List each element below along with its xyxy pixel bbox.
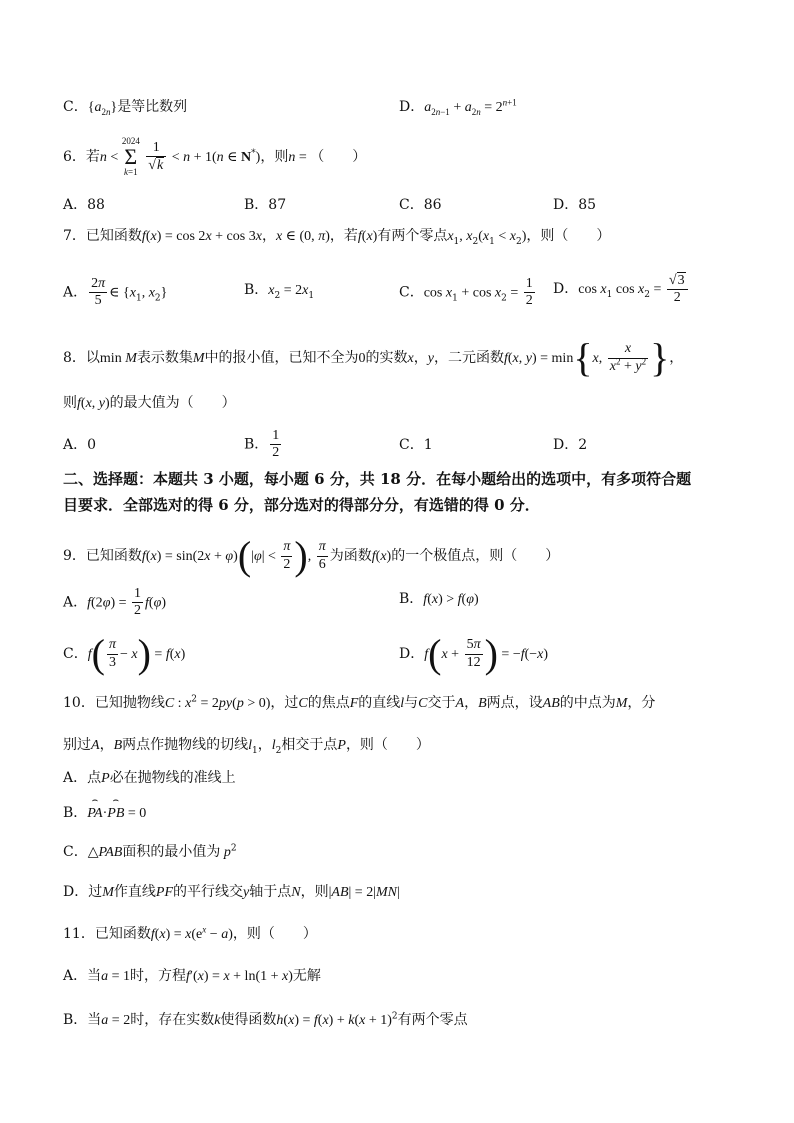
q10-option-d-t2: 作直线 — [113, 884, 156, 900]
q10-option-c-label: C． — [63, 844, 88, 860]
q10-option-d-t5: ，则 — [300, 884, 329, 900]
q9-option-d: D．f(x + $\frac{5\pi}{12}$ ) = −f(−x) — [399, 631, 549, 676]
q8-line2: 则f(x, y)的最大值为（ ） — [63, 395, 236, 411]
q10-option-d-t3: 的平行线交 — [173, 884, 244, 900]
q7-option-a: A． $\frac{2\pi}{5}$ ∈ {$x_1$, $x_2$} — [63, 276, 168, 309]
q7-stem: 7．已知函数f(x) = cos 2x + cos 3x，x ∈ (0, π)，若f(x)有两个零点$x_1$, $x_2(x_1 < x_2)$，则（ ） — [63, 228, 611, 247]
q7-option-c-label: C． — [399, 284, 424, 301]
q7-tail: ，则（ ） — [526, 228, 611, 244]
q8-option-b-label: B． — [244, 436, 269, 453]
q6-num: 6．若 — [63, 149, 100, 165]
q6-option-c: C．86 — [399, 197, 442, 213]
q9-num: 9．已知函数 — [63, 548, 142, 564]
q10-t4: 与 — [404, 695, 419, 711]
q11-option-b-t3: 使得函数 — [220, 1012, 277, 1028]
q10-t7: 的中点为 — [559, 695, 616, 711]
q9-option-a-label: A． — [63, 594, 88, 611]
sum-symbol: 2024 Σ k=1 — [121, 136, 140, 177]
q10-option-c: C．△PAB面积的最小值为 $p^2$ — [63, 843, 237, 860]
q5-option-c-text: 是等比数列 — [117, 99, 188, 115]
q8-t2: 中的报小值，已知不全为 — [204, 350, 359, 366]
q11-stem: 11．已知函数$f(x) = x(e^x - a)$，则（ ） — [63, 924, 317, 942]
q10-option-d-t4: 轴于点 — [249, 884, 292, 900]
q8-stem: 8．以min M表示数集M中的报小值，已知不全为0的实数x，y，二元函数f(x, y) = min{x, $\frac{x}{x^2 + y^2}$ }， — [63, 335, 684, 380]
q8-option-b: B． $\frac{1}{2}$ — [244, 428, 280, 461]
q9-option-a: A．f(2φ) = $\frac{1}{2}$ f(φ) — [63, 586, 166, 619]
q7-option-d: D．$\cos x_1$ $\cos x_2$ = $\frac{√3}{2}$ — [553, 272, 690, 306]
q8-line2b: 的最大值为（ ） — [109, 395, 236, 411]
q10-line2b: 两点作抛物线的切线 — [122, 737, 249, 753]
q9-option-b: B．f(x) > f(φ) — [399, 591, 479, 607]
q11-tail: ，则（ ） — [232, 926, 317, 942]
q10-t2: 的焦点 — [307, 695, 350, 711]
q7-num: 7．已知函数 — [63, 228, 142, 244]
q7-option-c: C．$\cos x_1 + \cos x_2$ = $\frac{1}{2}$ — [399, 276, 533, 309]
q10-line2: 别过A，B两点作抛物线的切线$l_1$，$l_2$相交于点P，则（ ） — [63, 737, 430, 756]
q8-t3: 的实数 — [365, 350, 408, 366]
q11-option-a-t2: 时，方程 — [130, 968, 187, 984]
q6-option-b: B．87 — [244, 197, 287, 213]
q11-num: 11．已知函数 — [63, 926, 151, 942]
q11-option-a: A．当a = 1时，方程f′(x) = x + ln(1 + x)无解 — [63, 968, 321, 984]
q10-stem: 10．已知抛物线C : $x^2 = 2py(p > 0)$，过C的焦点F的直线l与C交于A，B两点，设AB的中点为M，分 — [63, 694, 656, 711]
q6-option-a: A．88 — [63, 197, 105, 213]
q10-line2d: 相交于点 — [281, 737, 338, 753]
section2-heading-line1: 二、选择题：本题共 3 小题，每小题 6 分，共 18 分．在每小题给出的选项中，有多项符合题 — [63, 470, 692, 488]
q6-tail: ，则 — [260, 149, 289, 165]
q7-mid2: ，若 — [329, 228, 358, 244]
q7-option-b: B．$x_2 = 2x_1$ — [244, 282, 315, 301]
q8-line2a: 则 — [63, 395, 77, 411]
q10-t6: 两点，设 — [486, 695, 543, 711]
q10-option-b-label: B． — [63, 805, 88, 821]
q10-option-a-label: A．点 — [63, 770, 102, 786]
section2-heading-line2: 目要求．全部选对的得 6 分，部分选对的得部分分，有选错的得 0 分． — [63, 496, 540, 514]
q9-stem: 9．已知函数f(x) = sin(2x + φ)(|φ| < $\frac{\pi}{2}$ ), $\frac{\pi}{6}$ 为函数f(x)的一个极值点，则（ ） — [63, 533, 560, 578]
q10-option-b: B．⌢ PA·⌢ PB = 0 — [63, 806, 146, 821]
q8-t1: 表示数集 — [136, 350, 193, 366]
q9-t1: 为函数 — [329, 548, 372, 564]
q10-option-a: A．点P必在抛物线的准线上 — [63, 770, 236, 786]
q7-mid3: 有两个零点 — [377, 228, 448, 244]
q10-option-c-text: 面积的最小值为 — [122, 844, 221, 860]
q10-option-d: D．过M作直线PF的平行线交y轴于点N，则|AB| = 2|MN| — [63, 884, 400, 900]
q10-option-a-text: 必在抛物线的准线上 — [109, 770, 236, 786]
q10-line2e: ，则（ ） — [345, 737, 430, 753]
q5-option-d: D．$a_{2n-1} + a_{2n} = 2^{n+1}$ — [399, 97, 517, 117]
q7-sep: ， — [261, 228, 276, 244]
q7-option-b-label: B． — [244, 282, 269, 298]
q10-t3: 的直线 — [358, 695, 401, 711]
q10-num: 10．已知抛物线 — [63, 695, 165, 711]
q7-option-d-label: D． — [553, 281, 579, 298]
q5-option-c-label: C． — [63, 99, 88, 115]
q11-option-a-label: A．当 — [63, 968, 102, 984]
q8-option-a: A．0 — [63, 437, 97, 453]
q11-option-a-t3: 无解 — [292, 968, 321, 984]
q9-option-c-label: C． — [63, 646, 88, 662]
q5-option-d-label: D． — [399, 99, 425, 115]
q8-option-c: C．1 — [399, 437, 433, 453]
q10-t5: 交于 — [427, 695, 456, 711]
q8-t5: ，二元函数 — [433, 350, 504, 366]
q10-option-d-label: D．过 — [63, 884, 103, 900]
q11-option-b-t4: 有两个零点 — [397, 1012, 468, 1028]
q6-paren: （ ） — [310, 149, 367, 165]
q9-t2: 的一个极值点，则（ ） — [391, 548, 560, 564]
q6-option-d: D．85 — [553, 197, 597, 213]
q11-option-b: B．当a = 2时，存在实数k使得函数$h(x) = f(x) + k(x + 1)^2$有两个零点 — [63, 1011, 468, 1028]
q8-num: 8．以 — [63, 350, 100, 366]
q10-line2a: 别过 — [63, 737, 91, 753]
q10-t1: ，过 — [270, 695, 299, 711]
q11-option-b-label: B．当 — [63, 1012, 102, 1028]
q10-line2c: ， — [257, 737, 272, 753]
q9-option-d-label: D． — [399, 646, 425, 662]
q6-stem: 6．若n < 2024 Σ k=1 $\frac{1}{√k}$ < n + 1(n ∈ N*)，则n = （ ） — [63, 136, 367, 177]
q8-option-d: D．2 — [553, 437, 588, 453]
q9-option-b-label: B． — [399, 591, 424, 607]
q10-t8: ，分 — [627, 695, 656, 711]
q9-option-c: C．f( $\frac{\pi}{3}$ − x) = f(x) — [63, 631, 186, 676]
q5-option-c: C．$\{a_{2n}\}$是等比数列 — [63, 99, 188, 117]
q11-option-b-t2: 时，存在实数 — [130, 1012, 215, 1028]
q7-option-a-label: A． — [63, 284, 88, 301]
q8-t4: ， — [413, 350, 428, 366]
q8-zero: 0 — [358, 351, 366, 366]
